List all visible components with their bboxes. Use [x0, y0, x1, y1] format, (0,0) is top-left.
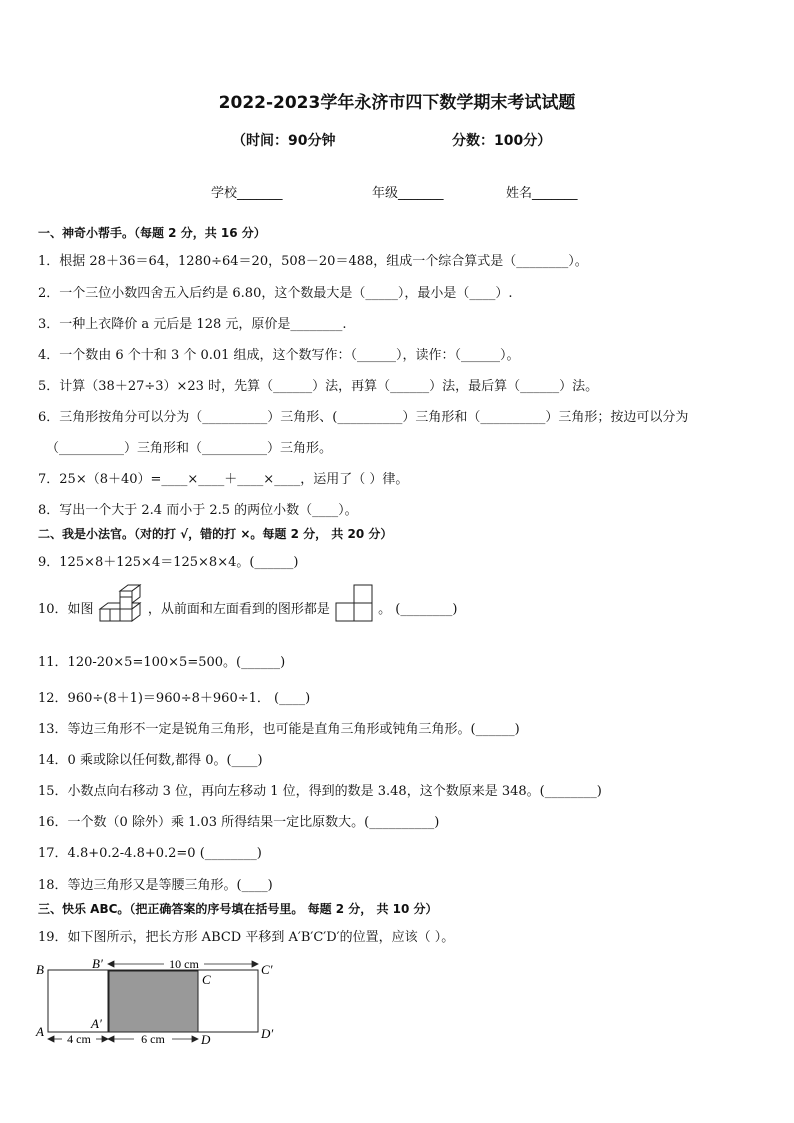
question-16: 16．一个数（0 除外）乘 1.03 所得结果一定比原数大。(__________) [38, 815, 440, 830]
overlap-shaded-region [109, 971, 198, 1032]
question-8: 8．写出一个大于 2.4 而小于 2.5 的两位小数（____）。 [38, 503, 358, 518]
question-1: 1．根据 28＋36＝64，1280÷64＝20，508－20＝488，组成一个综合算式是（________）。 [38, 254, 588, 269]
question-19: 19．如下图所示，把长方形 ABCD 平移到 A′B′C′D′的位置，应该（ ）。 [38, 930, 455, 945]
question-10-middle: ，从前面和左面看到的图形都是 [147, 602, 330, 617]
question-6-line-2: （__________）三角形和（__________）三角形。 [46, 441, 333, 456]
exam-time: （时间：90分钟 [232, 133, 336, 149]
label-4cm: 4 cm [67, 1032, 91, 1046]
question-18: 18．等边三角形又是等腰三角形。(____) [38, 878, 273, 893]
question-7: 7．25×（8＋40）=____×____＋____×____，运用了（ ）律。 [38, 472, 409, 487]
question-15: 15．小数点向右移动 3 位，再向左移动 1 位，得到的数是 3.48，这个数原来是 348。(________) [38, 784, 602, 799]
label-A: A [36, 1024, 44, 1039]
translation-figure [34, 956, 294, 1048]
exam-score: 分数：100分） [452, 133, 552, 149]
label-Dp: D′ [261, 1026, 274, 1041]
question-10-prefix: 10．如图 [38, 602, 94, 617]
label-10cm: 10 cm [169, 957, 199, 971]
question-11: 11．120-20×5=100×5=500。(______) [38, 655, 286, 670]
label-6cm: 6 cm [141, 1032, 165, 1046]
cube-stack-figure [98, 583, 144, 631]
question-6-line-1: 6．三角形按角分可以分为（__________）三角形、(__________）三角形和（__________）三角形；按边可以分为 [38, 410, 689, 425]
section-2-heading: 二、我是小法官。（对的打 √，错的打 ×。每题 2 分， 共 20 分） [38, 527, 393, 541]
question-2: 2．一个三位小数四舍五入后约是 6.80，这个数最大是（_____），最小是（____）. [38, 286, 513, 301]
question-3: 3．一种上衣降价 a 元后是 128 元，原价是________. [38, 317, 347, 332]
name-field[interactable]: 姓名_______ [506, 186, 578, 201]
view-shape-figure [334, 583, 374, 623]
question-10 [38, 598, 457, 617]
section-3-heading: 三、快乐 ABC。（把正确答案的序号填在括号里。 每题 2 分， 共 10 分） [38, 902, 438, 916]
label-B: B [36, 962, 44, 977]
label-C: C [202, 972, 211, 987]
question-14: 14．0 乘或除以任何数,都得 0。(____) [38, 753, 263, 768]
label-Bp: B′ [92, 956, 103, 971]
section-1-heading: 一、神奇小帮手。（每题 2 分，共 16 分） [38, 226, 266, 240]
school-field[interactable]: 学校_______ [211, 186, 283, 201]
question-13: 13．等边三角形不一定是锐角三角形，也可能是直角三角形或钝角三角形。(______) [38, 722, 520, 737]
label-D: D [201, 1032, 211, 1047]
label-Cp: C′ [261, 962, 273, 977]
question-10-suffix: 。 (________) [378, 602, 458, 617]
question-4: 4．一个数由 6 个十和 3 个 0.01 组成，这个数写作：（______），读作：（______）。 [38, 348, 520, 363]
question-17: 17．4.8+0.2-4.8+0.2=0 (________) [38, 846, 262, 861]
question-5: 5．计算（38＋27÷3）×23 时，先算（______）法，再算（______）法，最后算（______）法。 [38, 379, 599, 394]
grade-field[interactable]: 年级_______ [372, 186, 444, 201]
question-12: 12．960÷(8＋1)＝960÷8＋960÷1． (____) [38, 691, 311, 706]
label-Ap: A′ [91, 1016, 102, 1031]
question-9: 9．125×8＋125×4＝125×8×4。(______) [38, 555, 299, 570]
page-title: 2022-2023学年永济市四下数学期末考试试题 [218, 93, 576, 113]
